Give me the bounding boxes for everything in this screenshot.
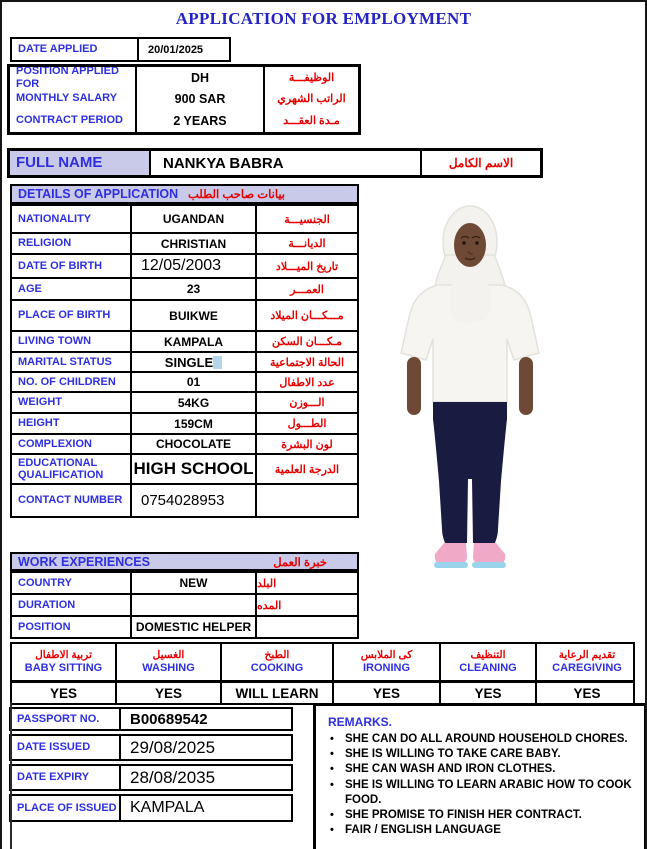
work-header-arabic: خبرة العمل	[273, 556, 327, 569]
position-label: POSITION	[12, 617, 132, 637]
table-row	[10, 277, 359, 301]
passport-section	[9, 707, 293, 822]
remarks-item: • SHE IS WILLING TO TAKE CARE BABY.	[330, 748, 561, 761]
skill-cleaning-header: التنظيف CLEANING	[441, 644, 537, 680]
skills-values-row	[10, 680, 635, 705]
height-arabic: الطـــول	[287, 418, 327, 430]
details-header-arabic: بيانات صاحب الطلب	[188, 189, 285, 201]
table-row	[10, 593, 359, 617]
table-row	[10, 109, 358, 132]
passport-no-value[interactable]: B00689542	[130, 710, 208, 728]
table-row	[10, 391, 359, 414]
full-name-label: FULL NAME	[10, 151, 151, 175]
remarks-item: • SHE IS WILLING TO LEARN ARABIC HOW TO COOK FOOD.	[330, 778, 632, 806]
skill-caregiving-header: تقديم الرعاية CAREGIVING	[552, 648, 622, 674]
place-of-birth-value[interactable]: BUIKWE	[132, 301, 257, 330]
details-section-header	[10, 184, 359, 204]
skill-ironing-header: كى الملابس IRONING	[334, 644, 441, 680]
contract-period-value[interactable]: 2 YEARS	[137, 109, 265, 132]
remarks-box	[313, 703, 647, 849]
remarks-item: • SHE CAN WASH AND IRON CLOTHES.	[330, 763, 556, 776]
table-row	[10, 483, 359, 518]
age-label: AGE	[12, 279, 132, 299]
table-row	[10, 453, 359, 485]
text-selection-artifact	[213, 356, 222, 369]
date-applied-value[interactable]: 20/01/2025	[148, 43, 204, 56]
date-of-birth-label: DATE OF BIRTH	[12, 255, 132, 277]
country-arabic: البلد	[257, 577, 277, 590]
page-title: APPLICATION FOR EMPLOYMENT	[175, 9, 472, 28]
monthly-salary-label: MONTHLY SALARY	[10, 88, 137, 109]
nationality-label: NATIONALITY	[12, 206, 132, 232]
position-applied-label: POSITION APPLIED FOR	[10, 67, 137, 88]
date-issued-value[interactable]: 29/08/2025	[130, 737, 216, 757]
contact-number-arabic	[257, 485, 357, 516]
marital-status-label: MARITAL STATUS	[12, 353, 132, 371]
weight-arabic: الـــوزن	[289, 397, 325, 409]
position-arabic	[257, 617, 357, 637]
skill-babysitting-value[interactable]: YES	[12, 683, 117, 703]
complexion-arabic: لون البشرة	[281, 438, 333, 451]
contract-period-arabic: مـدة العقـــد	[283, 115, 340, 127]
weight-label: WEIGHT	[12, 393, 132, 412]
duration-label: DURATION	[12, 595, 132, 615]
skills-header-row	[10, 642, 635, 682]
table-row	[10, 232, 359, 255]
table-row	[10, 351, 359, 373]
bottom-container-left-border	[10, 702, 12, 849]
table-row	[10, 330, 359, 353]
bullet-icon: •	[330, 824, 334, 837]
children-label: NO. OF CHILDREN	[12, 373, 132, 391]
table-row	[10, 299, 359, 332]
bullet-icon: •	[330, 763, 334, 776]
complexion-value[interactable]: CHOCOLATE	[132, 435, 257, 453]
table-row	[9, 764, 293, 791]
religion-label: RELIGION	[12, 234, 132, 253]
table-row	[10, 67, 358, 90]
table-row	[10, 371, 359, 393]
table-row	[10, 615, 359, 639]
skill-cooking-header: الطبخ COOKING	[222, 644, 334, 680]
applicant-photo	[360, 187, 640, 580]
table-row	[10, 571, 359, 595]
date-expiry-value[interactable]: 28/08/2035	[130, 767, 216, 787]
position-applied-arabic: الوظيفـــة	[288, 72, 335, 84]
date-of-birth-arabic: تاريخ الميـــلاد	[275, 260, 339, 273]
full-name-value[interactable]: NANKYA BABRA	[151, 151, 422, 175]
table-row	[9, 707, 293, 731]
age-arabic: العمـــر	[290, 283, 324, 296]
marital-status-arabic: الحالة الاجتماعية	[269, 356, 345, 369]
living-town-arabic: مـكـــان السكن	[272, 336, 343, 348]
date-applied-row	[10, 37, 231, 62]
passport-no-label: PASSPORT NO.	[11, 709, 121, 729]
applicant-photo-figure	[360, 187, 640, 580]
remarks-item: • SHE PROMISE TO FINISH HER CONTRACT.	[330, 808, 582, 821]
position-value[interactable]: DOMESTIC HELPER	[132, 617, 257, 637]
date-expiry-label: DATE EXPIRY	[11, 766, 121, 789]
nationality-arabic: الجنسيـــة	[284, 213, 330, 226]
living-town-value[interactable]: KAMPALA	[132, 332, 257, 351]
religion-arabic: الديانـــة	[288, 238, 326, 250]
date-issued-label: DATE ISSUED	[11, 736, 121, 759]
duration-arabic: المده	[257, 599, 282, 612]
marital-status-value[interactable]: SINGLE	[132, 353, 257, 371]
monthly-salary-arabic: الراتب الشهري	[277, 93, 346, 105]
skill-washing-header: الغسيل WASHING	[117, 644, 222, 680]
remarks-title: REMARKS.	[328, 715, 393, 729]
bullet-icon: •	[330, 748, 334, 761]
skill-ironing-value[interactable]: YES	[334, 683, 441, 703]
table-row	[9, 794, 293, 822]
education-label: EDUCATIONAL QUALIFICATION	[12, 455, 132, 483]
place-of-issued-value[interactable]: KAMPALA	[130, 799, 205, 816]
position-salary-contract-table	[7, 64, 361, 135]
complexion-label: COMPLEXION	[12, 435, 132, 453]
place-of-issued-label: PLACE OF ISSUED	[11, 796, 121, 820]
full-name-row	[7, 148, 543, 178]
contract-period-label: CONTRACT PERIOD	[10, 109, 137, 132]
full-name-arabic: الاسم الكامل	[448, 156, 514, 170]
skill-cooking-value[interactable]: WILL LEARN	[222, 683, 334, 703]
nationality-value[interactable]: UGANDAN	[132, 206, 257, 232]
place-of-birth-arabic: مـــكـــان الميلاد	[270, 310, 344, 322]
weight-value[interactable]: 54KG	[132, 393, 257, 412]
country-label: COUNTRY	[12, 573, 132, 593]
children-arabic: عدد الاطفال	[279, 376, 335, 389]
country-value[interactable]: NEW	[132, 573, 257, 593]
religion-value[interactable]: CHRISTIAN	[132, 234, 257, 253]
bullet-icon: •	[330, 808, 334, 821]
work-experiences-section	[10, 552, 359, 639]
contact-number-value[interactable]: 0754028953	[132, 485, 257, 516]
details-header-text: DETAILS OF APPLICATION	[18, 187, 179, 201]
bullet-icon: •	[330, 778, 334, 791]
height-value[interactable]: 159CM	[132, 414, 257, 433]
skill-caregiving-value[interactable]: YES	[573, 685, 601, 701]
education-arabic: الدرجة العلمية	[274, 463, 340, 476]
table-row	[10, 204, 359, 234]
work-header-text: WORK EXPERIENCES	[18, 554, 150, 569]
height-label: HEIGHT	[12, 414, 132, 433]
living-town-label: LIVING TOWN	[12, 332, 132, 351]
date-applied-label: DATE APPLIED	[12, 39, 139, 60]
remarks-item: • SHE CAN DO ALL AROUND HOUSEHOLD CHORES.	[330, 733, 628, 745]
work-section-header	[10, 552, 359, 571]
education-value[interactable]: HIGH SCHOOL	[132, 455, 257, 483]
skill-babysitting-header: تربية الاطفال BABY SITTING	[12, 644, 117, 680]
skill-washing-value[interactable]: YES	[117, 683, 222, 703]
skill-cleaning-value[interactable]: YES	[441, 683, 537, 703]
bullet-icon: •	[330, 733, 334, 745]
contact-number-label: CONTACT NUMBER	[12, 485, 132, 516]
skills-table	[10, 642, 635, 705]
details-of-application-section	[10, 184, 359, 518]
table-row	[10, 433, 359, 455]
table-row	[10, 412, 359, 435]
age-value[interactable]: 23	[132, 279, 257, 299]
date-of-birth-value[interactable]: 12/05/2003	[132, 255, 257, 277]
table-row	[10, 253, 359, 279]
remarks-item: • FAIR / ENGLISH LANGUAGE	[330, 824, 501, 837]
table-row	[9, 734, 293, 761]
table-row	[10, 88, 358, 111]
position-applied-value[interactable]: DH	[137, 67, 265, 88]
children-value[interactable]: 01	[132, 373, 257, 391]
monthly-salary-value[interactable]: 900 SAR	[137, 88, 265, 109]
duration-value[interactable]	[132, 595, 257, 615]
place-of-birth-label: PLACE OF BIRTH	[12, 301, 132, 330]
